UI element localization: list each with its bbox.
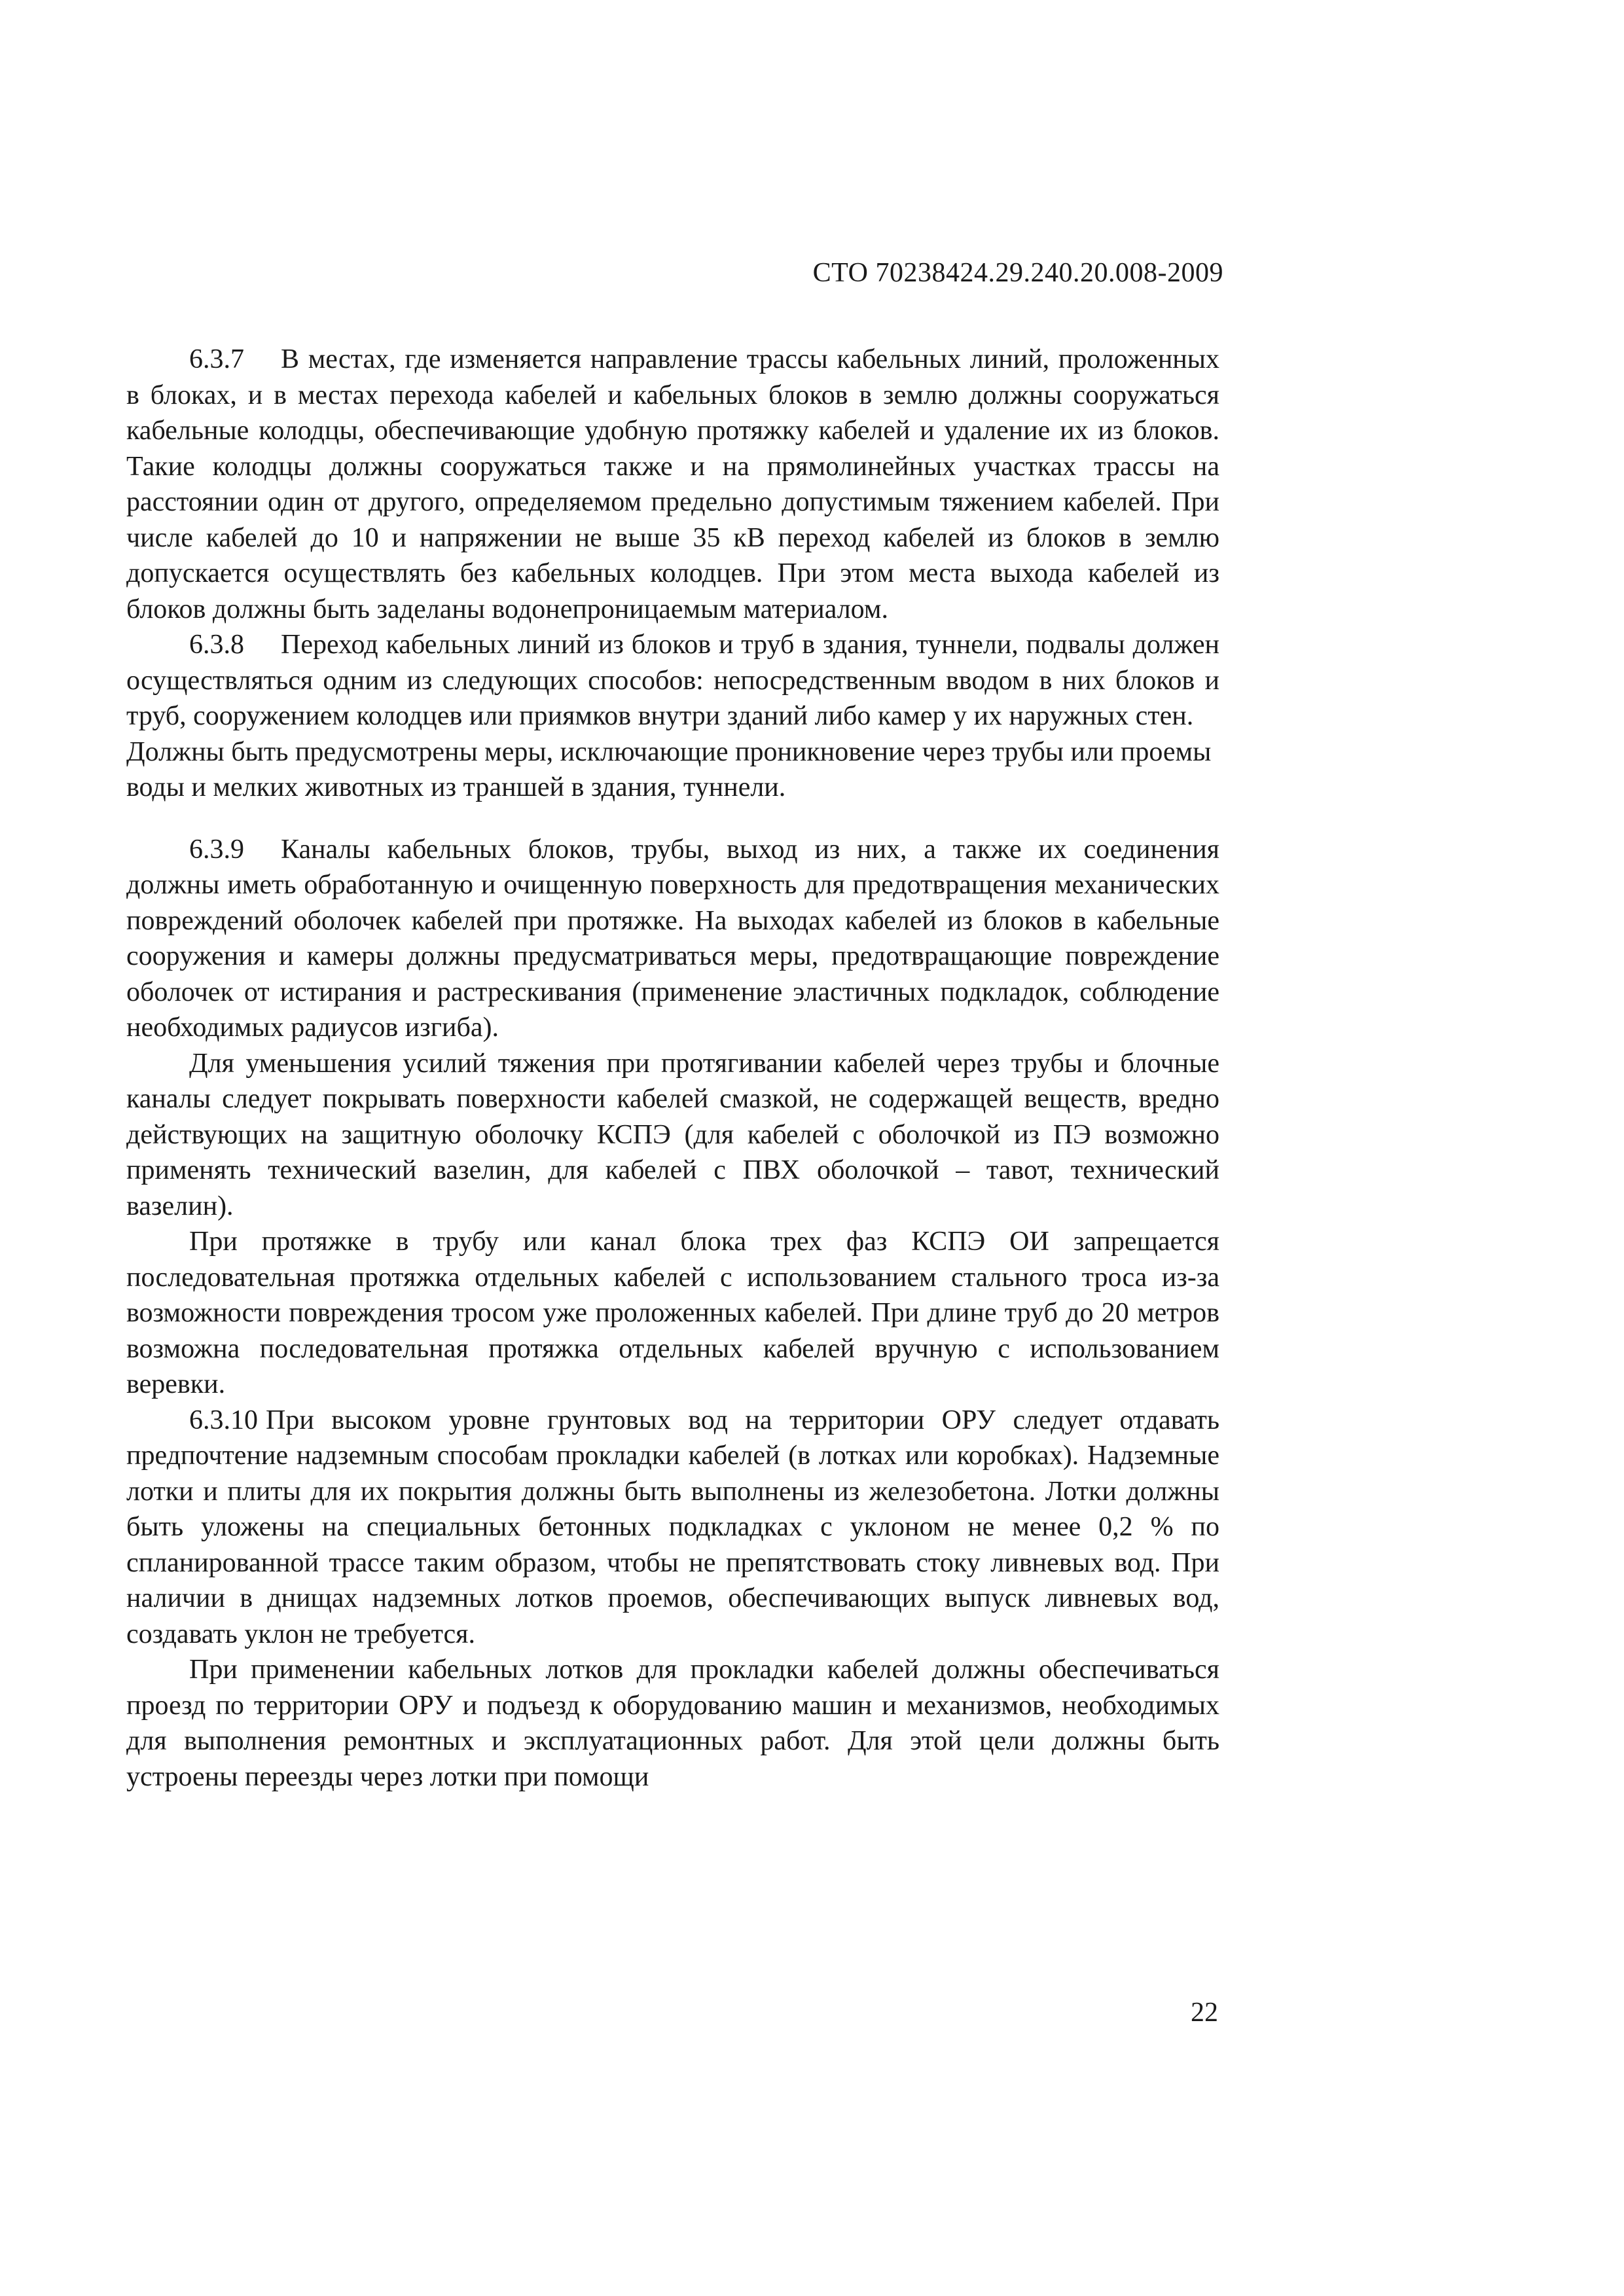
paragraph-6-3-10	[126, 1403, 1219, 1653]
clause-number: 6.3.8	[189, 630, 244, 660]
paragraph-text: При применении кабельных лотков для прокладки кабелей должны обеспечиваться проезд по территории ОРУ и подъезд к оборудованию машин и механизмов, необходимых для выполнения ремонтных и эксплуатационных работ. Для этой цели должны быть устроены переезды через лотки при помощи	[126, 1655, 1219, 1792]
clause-number: 6.3.10	[189, 1405, 258, 1435]
paragraph-text: Переход кабельных линий из блоков и труб в здания, туннели, подвалы должен осуществляться одним из следующих способов: непосредственным вводом в них блоков и труб, сооружением колодцев или приямков внутри зданий либо камер у их наружных стен.	[126, 630, 1219, 731]
paragraph-text: Каналы кабельных блоков, трубы, выход из них, а также их соединения должны иметь обработанную и очищенную поверхность для предотвращения механических повреждений оболочек кабелей при протяжке. На выходах кабелей из блоков в кабельные сооружения и камеры должны предусматриваться меры, предотвращающие повреждение оболочек от истирания и растрескивания (применение эластичных подкладок, соблюдение необходимых радиусов изгиба).	[126, 834, 1219, 1043]
paragraph-pulling	[126, 1224, 1219, 1403]
clause-number: 6.3.9	[189, 834, 244, 865]
document-code-header: СТО 70238424.29.240.20.008-2009	[812, 258, 1223, 288]
paragraph-text: В местах, где изменяется направление трассы кабельных линий, проложенных в блоках, и в местах перехода кабелей и кабельных блоков в землю должны сооружаться кабельные колодцы, обеспечивающие удобную протяжку кабелей и удаление их из блоков. Такие колодцы должны сооружаться также и на прямолинейных участках трассы на расстоянии один от другого, определяемом предельно допустимым тяжением кабелей. При числе кабелей до 10 и напряжении не выше 35 кВ переход кабелей из блоков в землю допускается осуществлять без кабельных колодцев. При этом места выхода кабелей из блоков должны быть заделаны водонепроницаемым материалом.	[126, 344, 1219, 624]
paragraph-6-3-9	[126, 832, 1219, 1046]
paragraph-cable-trays	[126, 1652, 1219, 1795]
paragraph-text: Для уменьшения усилий тяжения при протягивании кабелей через трубы и блочные каналы следует покрывать поверхности кабелей смазкой, не содержащей веществ, вредно действующих на защитную оболочку КСПЭ (для кабелей с оболочкой из ПЭ возможно применять технический вазелин, для кабелей с ПВХ оболочкой – тавот, технический вазелин).	[126, 1048, 1219, 1221]
paragraph-6-3-7	[126, 342, 1219, 627]
paragraph-6-3-8	[126, 627, 1219, 734]
document-body	[126, 342, 1219, 1795]
paragraph-lubrication	[126, 1046, 1219, 1225]
paragraph-text: При высоком уровне грунтовых вод на территории ОРУ следует отдавать предпочтение надземным способам прокладки кабелей (в лотках или коробках). Надземные лотки и плиты для их покрытия должны быть выполнены из железобетона. Лотки должны быть уложены на специальных бетонных подкладках с уклоном не менее 0,2 % по спланированной трассе таким образом, чтобы не препятствовать стоку ливневых вод. При наличии в днищах надземных лотков проемов, обеспечивающих выпуск ливневых вод, создавать уклон не требуется.	[126, 1405, 1219, 1649]
paragraph-measures	[126, 734, 1219, 806]
clause-number: 6.3.7	[189, 344, 244, 374]
paragraph-text: Должны быть предусмотрены меры, исключающие проникновение через трубы или проемы воды и мелких животных из траншей в здания, туннели.	[126, 736, 1212, 802]
paragraph-text: При протяжке в трубу или канал блока трех фаз КСПЭ ОИ запрещается последовательная протяжка отдельных кабелей с использованием стального троса из-за возможности повреждения тросом уже проложенных кабелей. При длине труб до 20 метров возможна последовательная протяжка отдельных кабелей вручную с использованием веревки.	[126, 1227, 1219, 1399]
page-number: 22	[1191, 1998, 1218, 2028]
